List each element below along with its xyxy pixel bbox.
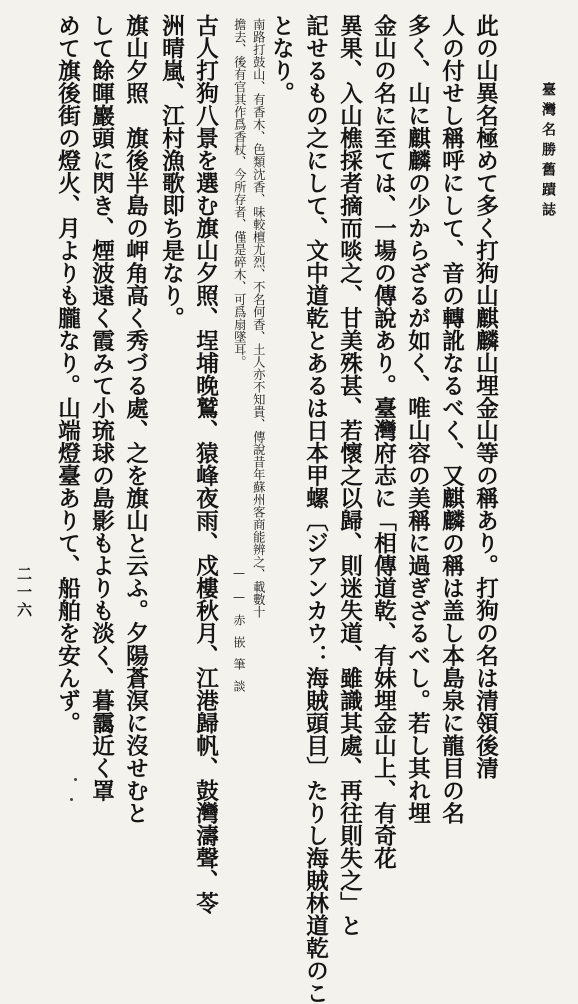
running-header: 臺灣名勝舊蹟誌 xyxy=(540,82,556,222)
text-line: 多く、山に麒麟の少からざるが如く、唯山容の美稱に過ぎざるべし。若し其れ埋 xyxy=(404,14,431,824)
print-speck xyxy=(70,798,73,801)
note-attribution: ——赤嵌筆談 xyxy=(232,566,246,702)
text-line: 金山の名に至ては、一場の傳說あり。臺灣府志に「相傳道乾、有妹埋金山上、有奇花 xyxy=(370,14,397,869)
text-line: 此の山異名極めて多く打狗山麒麟山埋金山等の稱あり。打狗の名は清領後清 xyxy=(472,14,499,779)
text-line: となり。 xyxy=(268,14,295,104)
quoted-note-line: 擔去、後有官其作爲香杖、今所存者、僅是碎木、可爲扇墜耳。 xyxy=(232,18,247,368)
text-line: して餘暉巖頭に閃き、煙波遠く霞みて小琉球の島影もよりも淡く、暮靄近く罩 xyxy=(88,14,115,802)
page-number: 二一六 xyxy=(15,566,33,620)
text-line: 人の付せし稱呼にして、音の轉訛なるべく、又麒麟の稱は盖し本島泉に龍目の名 xyxy=(438,14,465,824)
text-line: 記せるもの之にして、文中道乾とあるは日本甲螺〔ジアンカウ：海賊頭目〕たりし海賊林道乾のこ xyxy=(302,14,329,1004)
text-line: 洲晴嵐、江村漁歌即ち是なり。 xyxy=(158,14,185,329)
text-line: 異果、入山樵採者摘而啖之、甘美殊甚、若懷之以歸、則迷失道、雖識其處、再往則失之」と xyxy=(336,14,363,937)
text-line: 古人打狗八景を選む旗山夕照、埕埔晚鷲、猿峰夜雨、戍樓秋月、江港歸帆、鼓灣濤聲、苓 xyxy=(192,14,219,914)
quoted-note-line: 南路打鼓山、有香木、色類沈香、味較檀尤烈、不名何香、土人亦不知貴、傳說昔年蘇州客商能辨之、載數十 xyxy=(251,18,266,618)
text-line: 旗山夕照 旗後半島の岬角高く秀づる處、之を旗山と云ふ。夕陽蒼溟に沒せむと xyxy=(122,14,149,824)
text-line: めて旗後街の燈火、月よりも朧なり。山端燈臺ありて、船舶を安んず。 xyxy=(54,14,81,734)
print-speck xyxy=(74,778,77,781)
